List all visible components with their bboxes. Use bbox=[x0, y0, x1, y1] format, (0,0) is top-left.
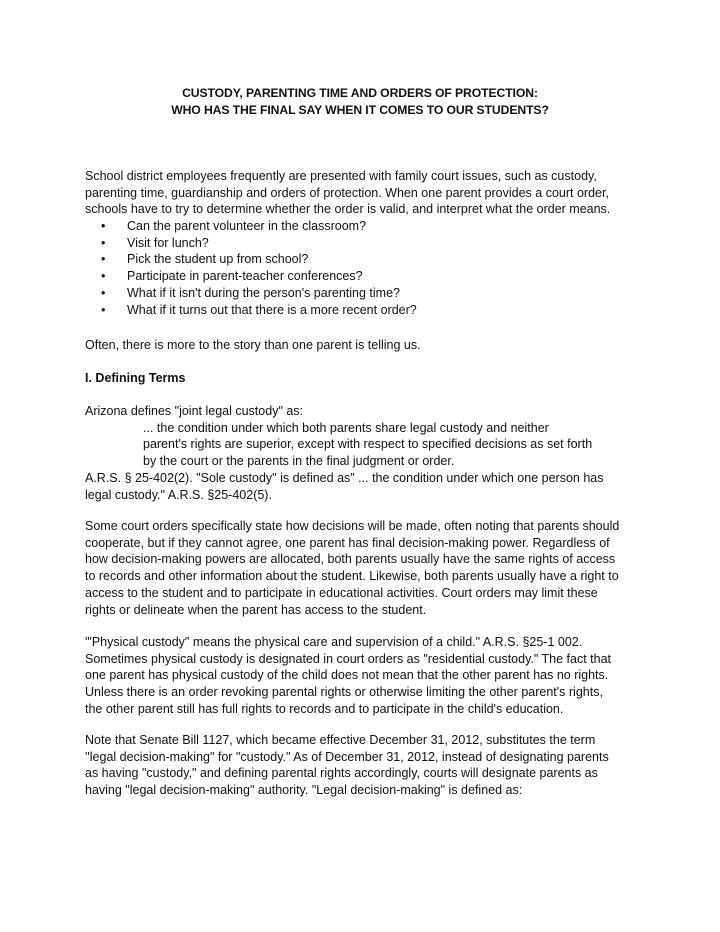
text-line: cooperate, but if they cannot agree, one parent has final decision-making power. Regardless of bbox=[85, 535, 610, 550]
block-quote-line: ... the condition under which both parents share legal custody and neither bbox=[143, 420, 549, 435]
bullet-icon: • bbox=[101, 269, 106, 284]
text-line: ''legal decision-making" for "custody." As of December 31, 2012, instead of designating parents bbox=[85, 749, 609, 764]
text-line: parenting time, guardianship and orders of protection. When one parent provides a court order, bbox=[85, 185, 609, 200]
text-line: one parent has physical custody of the child does not mean that the other parent has no rights. bbox=[85, 668, 609, 683]
text-line: access to the student and to participate in educational activities. Court orders may limit these bbox=[85, 585, 598, 600]
section-heading: I. Defining Terms bbox=[85, 371, 186, 385]
list-item-text: Participate in parent-teacher conferences? bbox=[127, 269, 363, 284]
block-quote-line: by the court or the parents in the final judgment or order. bbox=[143, 454, 455, 469]
list-item bbox=[101, 251, 417, 268]
title-line-2: WHO HAS THE FINAL SAY WHEN IT COMES TO OUR STUDENTS? bbox=[171, 102, 549, 117]
text-line: School district employees frequently are presented with family court issues, such as custody, bbox=[85, 169, 597, 183]
list-item-text: Can the parent volunteer in the classroom? bbox=[127, 219, 367, 233]
physical-custody-paragraph bbox=[85, 634, 645, 718]
text-line: Unless there is an order revoking parental rights or otherwise limiting the other parent's rights, bbox=[85, 685, 603, 700]
text-line: schools have to try to determine whether the order is valid, and interpret what the order means. bbox=[85, 202, 611, 217]
list-item bbox=[101, 285, 417, 302]
document-title bbox=[0, 85, 720, 118]
text-line: Note that Senate Bill 1127, which became effective December 31, 2012, substitutes the term bbox=[85, 733, 596, 747]
text-line: Often, there is more to the story than one parent is telling us. bbox=[85, 338, 421, 352]
bullet-icon: • bbox=[101, 219, 106, 233]
list-item-text: What if it isn't during the person's parenting time? bbox=[127, 285, 400, 300]
text-line: the other parent still has full rights to records and to participate in the child's education. bbox=[85, 701, 564, 716]
bullet-icon: • bbox=[101, 285, 106, 300]
senate-bill-paragraph bbox=[85, 732, 645, 799]
list-item-text: Pick the student up from school? bbox=[127, 252, 309, 267]
list-item bbox=[101, 268, 417, 285]
question-list bbox=[101, 218, 417, 318]
text-line: Sometimes physical custody is designated in court orders as "residential custody." The fact that bbox=[85, 651, 612, 666]
list-item bbox=[101, 302, 417, 319]
text-line: as having "custody," and defining parental rights accordingly, courts will designate parents as bbox=[85, 766, 598, 781]
list-item bbox=[101, 218, 417, 235]
list-item bbox=[101, 235, 417, 252]
bullet-icon: • bbox=[101, 302, 106, 317]
text-line: how decision-making powers are allocated, both parents usually have the same rights of access bbox=[85, 552, 616, 567]
text-line: '"Physical custody" means the physical care and supervision of a child." A.R.S. §25-1 002. bbox=[85, 635, 583, 649]
text-line: Some court orders specifically state how decisions will be made, often noting that parents should bbox=[85, 519, 620, 533]
text-line: rights or delineate when the parent has access to the student. bbox=[85, 602, 427, 617]
bullet-icon: • bbox=[101, 235, 106, 250]
bullet-icon: • bbox=[101, 252, 106, 267]
arizona-definition bbox=[85, 403, 645, 503]
text-line: legal custody." A.R.S. §25-402(5). bbox=[85, 487, 272, 502]
title-line-1: CUSTODY, PARENTING TIME AND ORDERS OF PROTECTION: bbox=[182, 86, 538, 100]
text-line: A.R.S. § 25-402(2). "Sole custody" is defined as" ... the condition under which one person has bbox=[85, 470, 604, 485]
text-line: Arizona defines "joint legal custody" as: bbox=[85, 404, 304, 418]
court-orders-paragraph bbox=[85, 518, 645, 618]
list-item-text: Visit for lunch? bbox=[127, 235, 209, 250]
block-quote-line: parent's rights are superior, except with respect to specified decisions as set forth bbox=[143, 437, 593, 452]
intro-paragraph bbox=[85, 168, 645, 218]
text-line: to records and other information about the student. Likewise, both parents usually have a right to bbox=[85, 569, 619, 584]
list-item-text: What if it turns out that there is a more recent order? bbox=[127, 302, 417, 317]
text-line: having "legal decision-making" authority. "Legal decision-making" is defined as: bbox=[85, 783, 523, 798]
often-paragraph bbox=[85, 337, 645, 354]
